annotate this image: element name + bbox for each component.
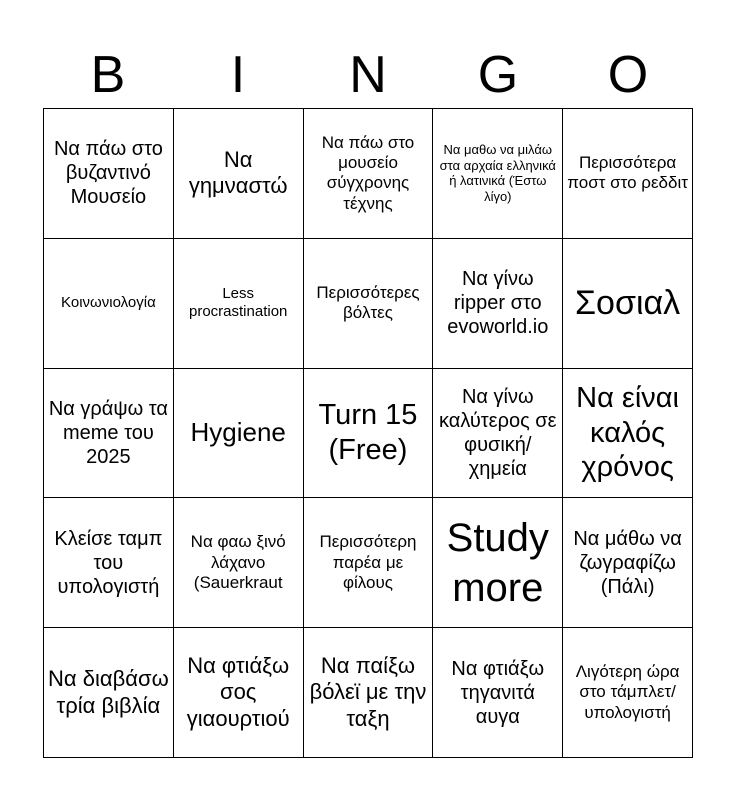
bingo-cell-15[interactable]: Να είναι καλός χρόνος (563, 369, 693, 499)
header-letter-g: G (477, 46, 519, 104)
header-letter-o: O (607, 46, 649, 104)
bingo-cell-19[interactable]: Study more (433, 498, 563, 628)
bingo-cell-13-free[interactable]: Turn 15 (Free) (304, 369, 434, 499)
bingo-cell-23[interactable]: Να παίξω βόλεϊ με την ταξη (304, 628, 434, 758)
bingo-cell-12[interactable]: Hygiene (174, 369, 304, 499)
bingo-cell-5[interactable]: Περισσότερα ποστ στο ρεδδιτ (563, 109, 693, 239)
bingo-cell-17[interactable]: Να φαω ξινό λάχανο (Sauerkraut (174, 498, 304, 628)
header-letter-n: N (349, 46, 387, 104)
bingo-cell-3[interactable]: Να πάω στο μουσείο σύγχρονης τέχνης (304, 109, 434, 239)
bingo-cell-14[interactable]: Να γίνω καλύτερος σε φυσική/ χημεία (433, 369, 563, 499)
bingo-cell-20[interactable]: Να μάθω να ζωγραφίζω (Πάλι) (563, 498, 693, 628)
bingo-cell-24[interactable]: Να φτιάξω τηγανιτά αυγα (433, 628, 563, 758)
bingo-cell-16[interactable]: Κλείσε ταμπ του υπολογιστή (44, 498, 174, 628)
header-letter-b: B (90, 46, 126, 104)
bingo-cell-11[interactable]: Να γράψω τα meme του 2025 (44, 369, 174, 499)
bingo-cell-9[interactable]: Να γίνω ripper στο evoworld.io (433, 239, 563, 369)
bingo-cell-22[interactable]: Να φτιάξω σος γιαουρτιού (174, 628, 304, 758)
bingo-grid (43, 108, 693, 758)
bingo-cell-8[interactable]: Περισσότερες βόλτες (304, 239, 434, 369)
bingo-header (43, 40, 693, 110)
bingo-cell-1[interactable]: Να πάω στο βυζαντινό Μουσείο (44, 109, 174, 239)
bingo-cell-18[interactable]: Περισσότερη παρέα με φίλους (304, 498, 434, 628)
bingo-cell-10[interactable]: Σοσιαλ (563, 239, 693, 369)
bingo-cell-2[interactable]: Να γημναστώ (174, 109, 304, 239)
bingo-cell-21[interactable]: Να διαβάσω τρία βιβλία (44, 628, 174, 758)
bingo-cell-6[interactable]: Κοινωνιολογία (44, 239, 174, 369)
header-letter-i: I (230, 46, 246, 104)
bingo-cell-25[interactable]: Λιγότερη ώρα στο τάμπλετ/ υπολογιστή (563, 628, 693, 758)
bingo-cell-4[interactable]: Να μαθω να μιλάω στα αρχαία ελληνικά ή λατινικά (Έστω λίγο) (433, 109, 563, 239)
bingo-cell-7[interactable]: Less procrastination (174, 239, 304, 369)
